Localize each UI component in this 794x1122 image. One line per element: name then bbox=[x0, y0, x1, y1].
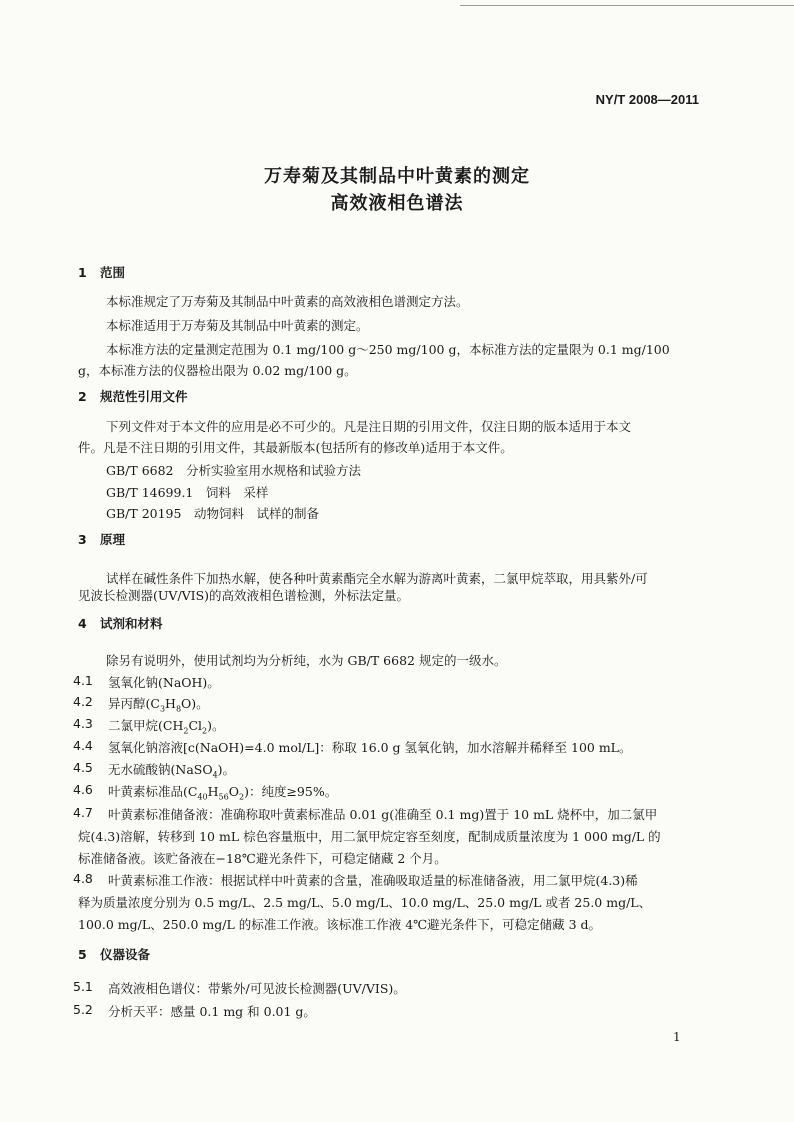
paragraph: 本标准方法的定量测定范围为 0.1 mg/100 g～250 mg/100 g，本标准方法的定量限为 0.1 mg/100 bbox=[106, 342, 670, 357]
clause-text: 100.0 mg/L、250.0 mg/L 的标准工作液。该标准工作液 4℃避光条件下，可稳定储藏 3 d。 bbox=[78, 917, 602, 932]
clause-text: 叶黄素标准工作液：根据试样中叶黄素的含量，准确吸取适量的标准储备液，用二氯甲烷(4.3)稀 bbox=[108, 873, 638, 888]
reference-item: GB/T 6682 分析实验室用水规格和试验方法 bbox=[106, 463, 362, 478]
clause-number: 4.7 bbox=[73, 805, 93, 820]
clause-number: 5.2 bbox=[73, 1002, 93, 1017]
section-4-heading: 4 试剂和材料 bbox=[78, 616, 163, 631]
clause-text: 异丙醇$(C_3H_8O)$。 bbox=[108, 696, 209, 714]
clause-number: 4.5 bbox=[73, 760, 93, 775]
clause-text: 释为质量浓度分别为 0.5 mg/L、2.5 mg/L、5.0 mg/L、10.0 mg/L、25.0 mg/L 或者 25.0 mg/L、 bbox=[78, 895, 652, 910]
clause-number: 4.1 bbox=[73, 673, 93, 688]
clause-text: 分析天平：感量 0.1 mg 和 0.01 g。 bbox=[108, 1004, 316, 1019]
reference-item: GB/T 14699.1 饲料 采样 bbox=[106, 485, 269, 500]
clause-text: 氢氧化钠(NaOH)。 bbox=[108, 675, 220, 690]
clause-text: 叶黄素标准储备液：准确称取叶黄素标准品 0.01 g(准确至 0.1 mg)置于 10 mL 烧杯中，加二氯甲 bbox=[108, 807, 658, 822]
section-1-heading: 1 范围 bbox=[78, 265, 126, 280]
paragraph: 下列文件对于本文件的应用是必不可少的。凡是注日期的引用文件，仅注日期的版本适用于本文 bbox=[106, 419, 632, 434]
clause-text: 叶黄素标准品$(C_{40}H_{56}O_2)$：纯度≥95%。 bbox=[108, 784, 338, 802]
clause-text: 氢氧化钠溶液[c(NaOH)=4.0 mol/L]：称取 16.0 g 氢氧化钠，加水溶解并稀释至 100 mL。 bbox=[108, 740, 632, 755]
standard-number: NY/T 2008—2011 bbox=[595, 92, 699, 107]
clause-number: 4.6 bbox=[73, 782, 93, 797]
document-subtitle: 高效液相色谱法 bbox=[330, 193, 464, 214]
clause-text: 烷(4.3)溶解，转移到 10 mL 棕色容量瓶中，用二氯甲烷定容至刻度，配制成质量浓度为 1 000 mg/L 的 bbox=[78, 829, 661, 844]
paragraph: 本标准规定了万寿菊及其制品中叶黄素的高效液相色谱测定方法。 bbox=[106, 294, 469, 309]
clause-text: 无水硫酸钠(NaSO$_4$)。 bbox=[108, 762, 236, 780]
reference-item: GB/T 20195 动物饲料 试样的制备 bbox=[106, 506, 319, 521]
clause-number: 5.1 bbox=[73, 979, 93, 994]
section-2-heading: 2 规范性引用文件 bbox=[78, 389, 188, 404]
clause-text: 高效液相色谱仪：带紫外/可见波长检测器(UV/VIS)。 bbox=[108, 981, 406, 996]
clause-number: 4.8 bbox=[73, 871, 93, 886]
document-title: 万寿菊及其制品中叶黄素的测定 bbox=[264, 166, 530, 187]
section-5-heading: 5 仪器设备 bbox=[78, 947, 151, 962]
page-number: 1 bbox=[673, 1030, 681, 1044]
clause-number: 4.3 bbox=[73, 716, 93, 731]
paragraph: 本标准适用于万寿菊及其制品中叶黄素的测定。 bbox=[106, 318, 369, 333]
clause-text: 标准储备液。该贮备液在−18℃避光条件下，可稳定储藏 2 个月。 bbox=[78, 851, 447, 866]
paragraph: 件。凡是不注日期的引用文件，其最新版本(包括所有的修改单)适用于本文件。 bbox=[78, 440, 513, 455]
paragraph: 见波长检测器(UV/VIS)的高效液相色谱检测，外标法定量。 bbox=[78, 588, 410, 603]
top-rule bbox=[460, 5, 794, 6]
clause-text: 二氯甲烷$(CH_2Cl_2)$。 bbox=[108, 718, 225, 736]
section-3-heading: 3 原理 bbox=[78, 532, 126, 547]
paragraph: 试样在碱性条件下加热水解，使各种叶黄素酯完全水解为游离叶黄素，二氯甲烷萃取，用具紫外/可 bbox=[106, 571, 648, 586]
clause-number: 4.4 bbox=[73, 738, 93, 753]
paragraph: 除另有说明外，使用试剂均为分析纯，水为 GB/T 6682 规定的一级水。 bbox=[106, 653, 507, 668]
clause-number: 4.2 bbox=[73, 694, 93, 709]
paragraph: g，本标准方法的仪器检出限为 0.02 mg/100 g。 bbox=[78, 363, 357, 378]
